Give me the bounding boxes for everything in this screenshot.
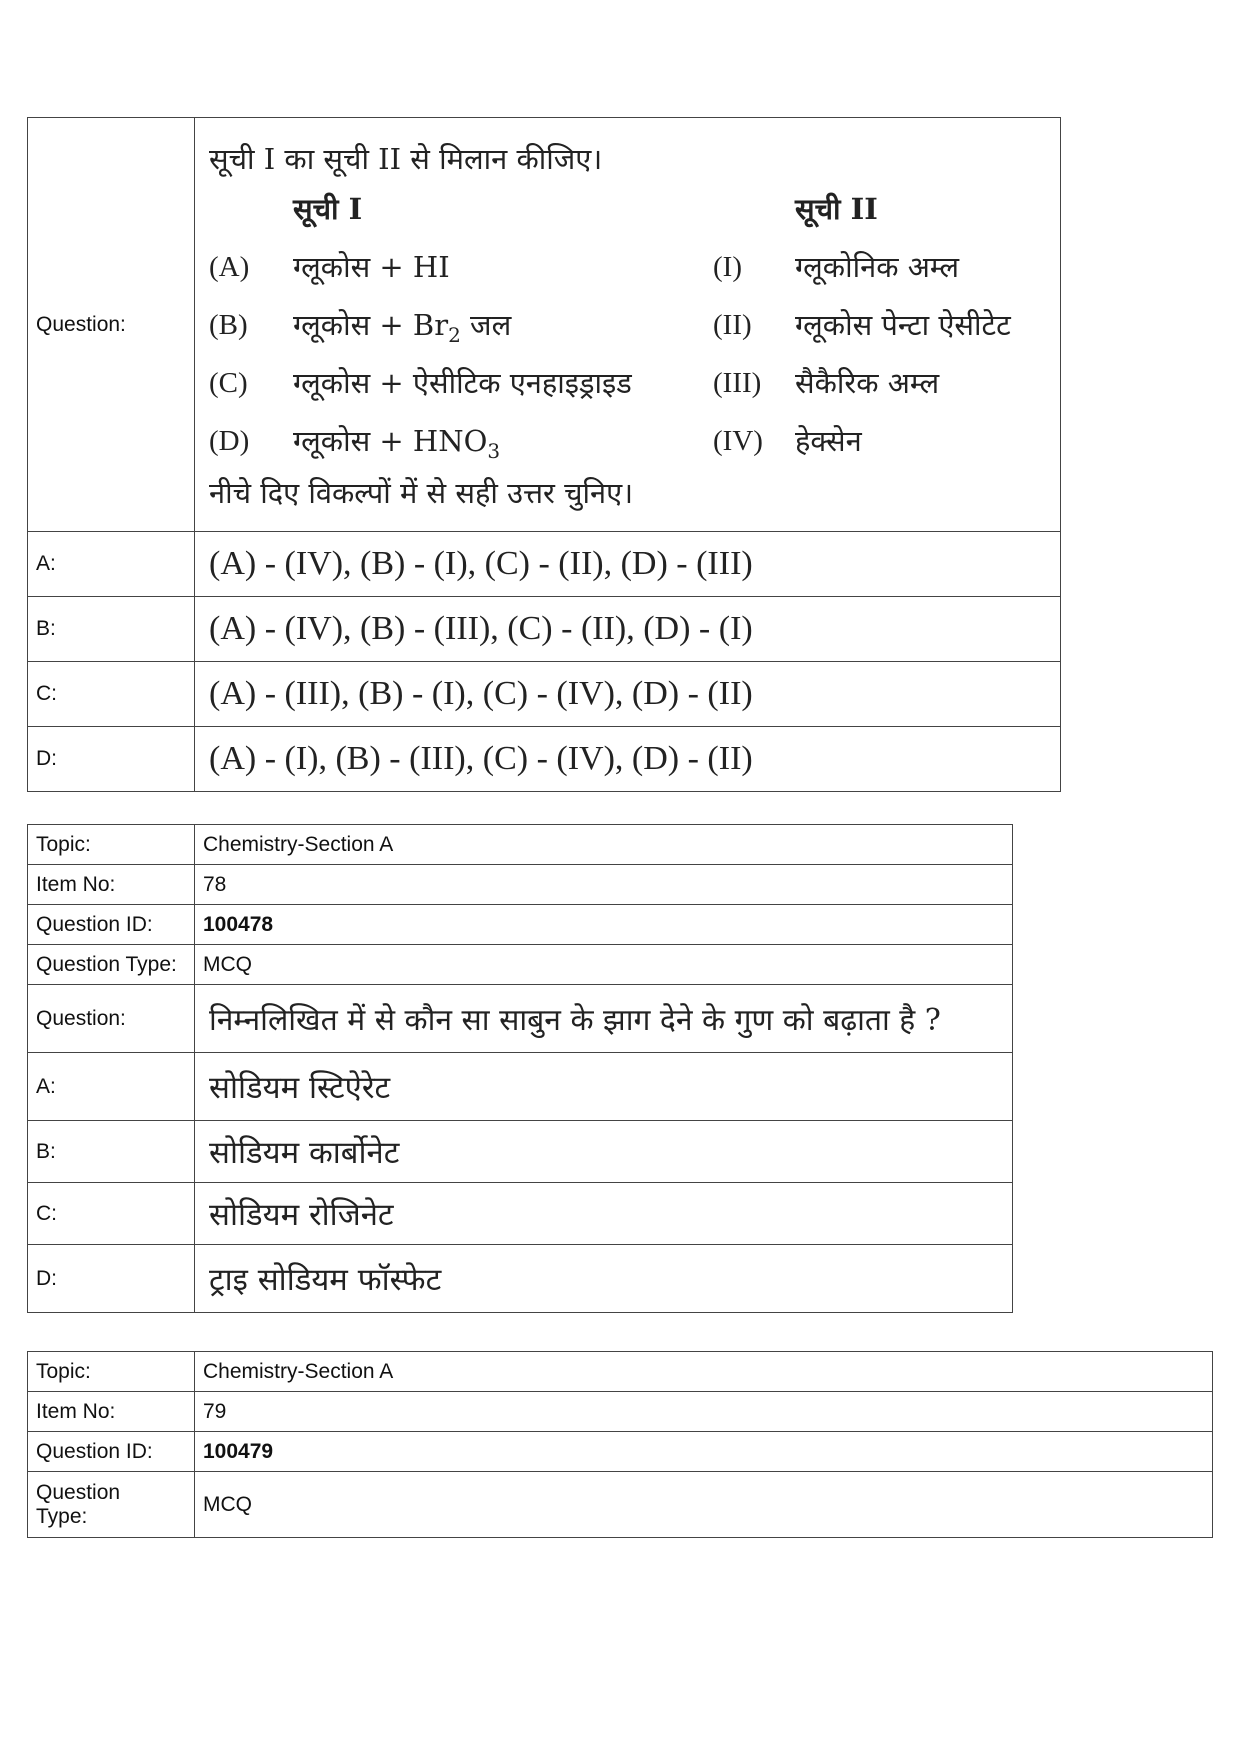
list-2-header: सूची II [795, 191, 878, 226]
question-type-row [28, 945, 1013, 985]
option-label: C: [28, 1183, 195, 1245]
list-1-key: (C) [209, 366, 248, 399]
list-2-item: हेक्सेन [795, 423, 862, 458]
question-type-value: MCQ [195, 1472, 1213, 1538]
list-2-item: सैकैरिक अम्ल [795, 365, 940, 400]
topic-value: Chemistry-Section A [195, 825, 1013, 865]
question-id-row [28, 905, 1013, 945]
option-text: सोडियम रोजिनेट [195, 1183, 1013, 1245]
item-no-row [28, 865, 1013, 905]
question-row [28, 985, 1013, 1053]
option-text: (A) - (IV), (B) - (III), (C) - (II), (D) - (I) [195, 597, 1061, 662]
list-1-key: (A) [209, 250, 250, 283]
topic-value: Chemistry-Section A [195, 1352, 1213, 1392]
match-intro: सूची I का सूची II से मिलान कीजिए। [209, 141, 603, 176]
question-id-label: Question ID: [28, 905, 195, 945]
question-type-label: Question Type: [28, 1472, 195, 1538]
topic-label: Topic: [28, 1352, 195, 1392]
question-77-table [27, 117, 1061, 792]
option-label: B: [28, 597, 195, 662]
question-id-label: Question ID: [28, 1432, 195, 1472]
list-2-key: (IV) [713, 424, 763, 457]
topic-label: Topic: [28, 825, 195, 865]
option-row [28, 1121, 1013, 1183]
option-text: (A) - (IV), (B) - (I), (C) - (II), (D) - (III) [195, 532, 1061, 597]
option-row [28, 1053, 1013, 1121]
question-label: Question: [28, 118, 195, 532]
list-2-key: (III) [713, 366, 762, 399]
list-2-item: ग्लूकोनिक अम्ल [795, 249, 960, 284]
item-no-row [28, 1392, 1213, 1432]
item-no-value: 78 [195, 865, 1013, 905]
item-no-label: Item No: [28, 1392, 195, 1432]
option-text: (A) - (III), (B) - (I), (C) - (IV), (D) - (II) [195, 662, 1061, 727]
list-1-item: ग्लूकोस + $Br_2$ जल [293, 307, 512, 347]
topic-row [28, 825, 1013, 865]
option-row [28, 727, 1061, 792]
option-label: D: [28, 1245, 195, 1313]
option-row [28, 1245, 1013, 1313]
question-78-table [27, 824, 1013, 1313]
option-text: (A) - (I), (B) - (III), (C) - (IV), (D) - (II) [195, 727, 1061, 792]
option-row [28, 597, 1061, 662]
item-no-label: Item No: [28, 865, 195, 905]
question-79-table [27, 1351, 1213, 1538]
list-2-key: (I) [713, 250, 742, 283]
question-id-value: 100479 [195, 1432, 1213, 1472]
question-row [28, 118, 1061, 532]
question-text: निम्नलिखित में से कौन सा साबुन के झाग देने के गुण को बढ़ाता है ? [195, 985, 1013, 1053]
list-2-key: (II) [713, 308, 752, 341]
question-content [195, 118, 1061, 532]
match-lists [209, 180, 1060, 470]
list-1-item: ग्लूकोस + ऐसीटिक एनहाइड्राइड [293, 365, 632, 400]
option-text: ट्राइ सोडियम फॉस्फेट [195, 1245, 1013, 1313]
option-text: सोडियम स्टिऐरेट [195, 1053, 1013, 1121]
question-type-row [28, 1472, 1213, 1538]
option-label: A: [28, 1053, 195, 1121]
option-row [28, 532, 1061, 597]
list-1-item: ग्लूकोस + $HNO_3$ [293, 423, 501, 463]
question-id-row [28, 1432, 1213, 1472]
item-no-value: 79 [195, 1392, 1213, 1432]
list-1-key: (B) [209, 308, 248, 341]
question-type-label: Question Type: [28, 945, 195, 985]
match-instruction: नीचे दिए विकल्पों में से सही उत्तर चुनिए। [209, 475, 634, 510]
option-label: A: [28, 532, 195, 597]
option-label: B: [28, 1121, 195, 1183]
option-text: सोडियम कार्बोनेट [195, 1121, 1013, 1183]
question-id-value: 100478 [195, 905, 1013, 945]
list-1-key: (D) [209, 424, 250, 457]
question-label: Question: [28, 985, 195, 1053]
list-1-item: ग्लूकोस + HI [293, 249, 450, 284]
question-type-value: MCQ [195, 945, 1013, 985]
topic-row [28, 1352, 1213, 1392]
list-2-item: ग्लूकोस पेन्टा ऐसीटेट [795, 307, 1011, 342]
option-row [28, 1183, 1013, 1245]
list-1-header: सूची I [293, 191, 363, 226]
option-label: D: [28, 727, 195, 792]
option-row [28, 662, 1061, 727]
option-label: C: [28, 662, 195, 727]
